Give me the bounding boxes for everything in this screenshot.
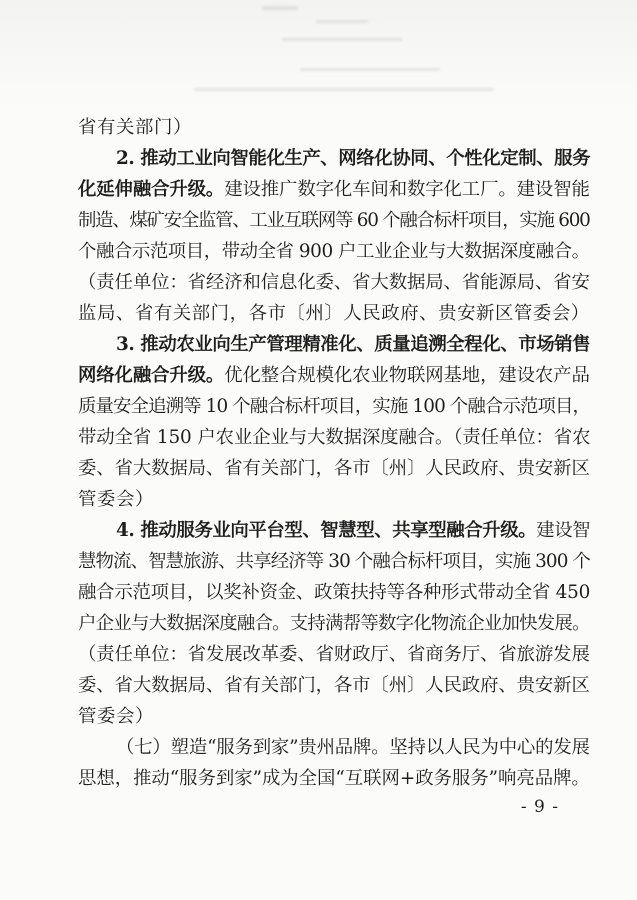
text-line: （责任单位：省经济和信息化委、省大数据局、省能源局、省安 [78, 272, 590, 293]
text-line: 委、省大数据局、省有关部门，各市〔州〕人民政府、贵安新区 [78, 675, 590, 696]
text-line: 制造、煤矿安全监管、工业互联网等 60 个融合标杆项目，实施 600 [78, 210, 590, 231]
text-line: 个融合示范项目，带动全省 900 户工业企业与大数据深度融合。 [78, 241, 590, 262]
text-line: 思想，推动“服务到家”成为全国“互联网+政务服务”响亮品牌。 [78, 768, 590, 789]
section-heading-7: （七）塑造“服务到家”贵州品牌。坚持以人民为中心的发展 [116, 737, 590, 758]
page-number: - 9 - [520, 797, 559, 817]
text-line: 融合示范项目，以奖补资金、政策扶持等各种形式带动全省 450 [78, 582, 591, 603]
bleed-through-mark [316, 20, 368, 23]
text-line: 网络化融合升级。优化整合规模化农业物联网基地，建设农产品 [78, 365, 590, 386]
text-line: 化延伸融合升级。建设推广数字化车间和数字化工厂。建设智能 [78, 179, 590, 200]
text-line: 委、省大数据局、省有关部门，各市〔州〕人民政府、贵安新区 [78, 458, 590, 479]
document-body [78, 112, 590, 794]
heading-item-2: 2. 推动工业向智能化生产、网络化协同、个性化定制、服务 [116, 148, 591, 169]
bleed-through-mark [282, 38, 402, 41]
text-line: 管委会） [78, 489, 154, 510]
text-line: 户企业与大数据深度融合。支持满帮等数字化物流企业加快发展。 [78, 613, 590, 634]
text-line: 慧物流、智慧旅游、共享经济等 30 个融合标杆项目，实施 300 个 [78, 551, 591, 572]
bleed-through-mark [194, 88, 494, 91]
text-line: 监局、省有关部门，各市〔州〕人民政府、贵安新区管委会） [78, 303, 590, 324]
text-line: 管委会） [78, 706, 154, 727]
heading-item-3: 3. 推动农业向生产管理精准化、质量追溯全程化、市场销售 [116, 334, 591, 355]
heading-item-4: 4. 推动服务业向平台型、智慧型、共享型融合升级。建设智 [116, 520, 591, 541]
text-line: 省有关部门） [78, 117, 192, 138]
show-through-shadow [0, 0, 637, 110]
bleed-through-mark [300, 68, 440, 71]
text-line: 质量安全追溯等 10 个融合标杆项目，实施 100 个融合示范项目， [78, 396, 591, 417]
text-line: 带动全省 150 户农业企业与大数据深度融合。（责任单位：省农 [78, 427, 591, 448]
bleed-through-mark [262, 6, 298, 10]
text-line: （责任单位：省发展改革委、省财政厅、省商务厅、省旅游发展 [78, 644, 590, 665]
